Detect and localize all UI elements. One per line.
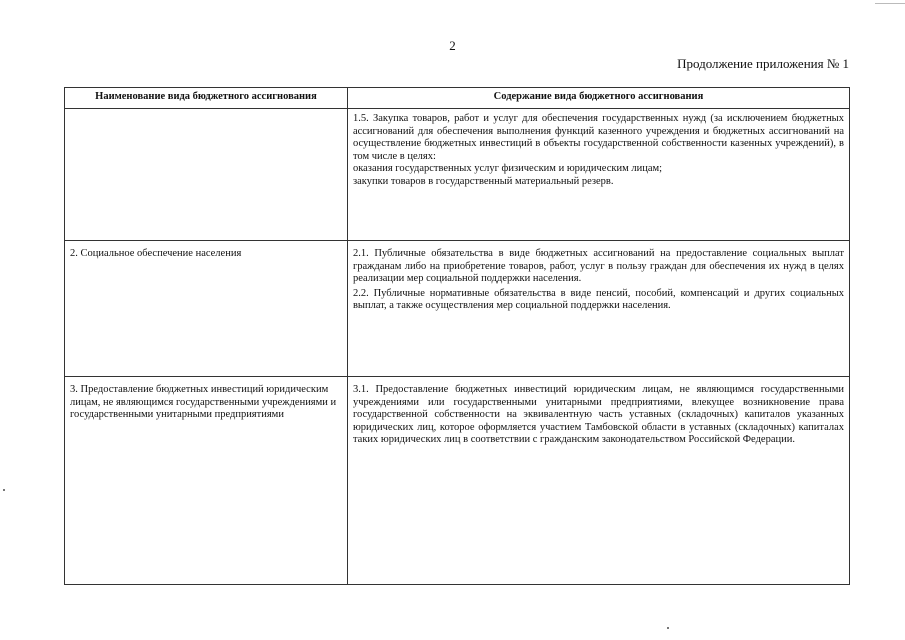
row-name-cell <box>65 109 348 241</box>
content-paragraph: 2.1. Публичные обязательства в виде бюджетных ассигнований на предоставление социальных выплат гражданам либо на приобретение товаров, работ, услуг в пользу граждан для обеспечения их нужд в целях реализации мер социальной поддержки населения. <box>352 248 844 285</box>
row-name-cell: 3. Предоставление бюджетных инвестиций юридическим лицам, не являющимся государственными учреждениями и государственными унитарными предприятиями <box>65 377 348 585</box>
continuation-label: Продолжение приложения № 1 <box>677 56 849 71</box>
content-paragraph: 1.5. Закупка товаров, работ и услуг для обеспечения государственных нужд (за исключением бюджетных ассигнований для обеспечения выполнения функций казенного учреждения и бюджетных ассигнований на осуществление бюджетных инвестиций в объекты государственной собственности казенных учреждений), в том числе в целях: <box>352 113 844 162</box>
content-paragraph: 3.1. Предоставление бюджетных инвестиций юридическим лицам, не являющимся государственными учреждениями или государственными унитарными предприятиями, влекущее возникновение права государственной собственности на эквивалентную часть уставных (складочных) капиталов указанных юридических лиц, которое оформляется участием Тамбовской области в уставных (складочных) капиталах таких юридических лиц в соответствии с гражданским законодательством Российской Федерации. <box>352 384 844 446</box>
row-name-cell: 2. Социальное обеспечение населения <box>65 241 348 377</box>
content-paragraph: 2.2. Публичные нормативные обязательства в виде пенсий, пособий, компенсаций и других социальных выплат, а также осуществления мер социальной поддержки населения. <box>352 287 844 312</box>
row-content-cell <box>347 241 849 377</box>
content-paragraph: оказания государственных услуг физическим и юридическим лицам; <box>352 163 663 175</box>
content-paragraph: закупки товаров в государственный материальный резерв. <box>352 175 614 187</box>
budget-allocation-table <box>64 87 850 585</box>
page-number: 2 <box>449 38 456 53</box>
row-content-cell <box>347 377 849 585</box>
table-row <box>65 377 850 585</box>
table-row <box>65 241 850 377</box>
table-row <box>65 109 850 241</box>
scan-edge-mark <box>875 0 905 4</box>
row-content-cell <box>347 109 849 241</box>
column-header-name: Наименование вида бюджетного ассигнования <box>65 88 348 109</box>
scan-speck <box>667 627 669 629</box>
column-header-content: Содержание вида бюджетного ассигнования <box>347 88 849 109</box>
scan-speck <box>3 489 5 491</box>
table-header-row <box>65 88 850 109</box>
